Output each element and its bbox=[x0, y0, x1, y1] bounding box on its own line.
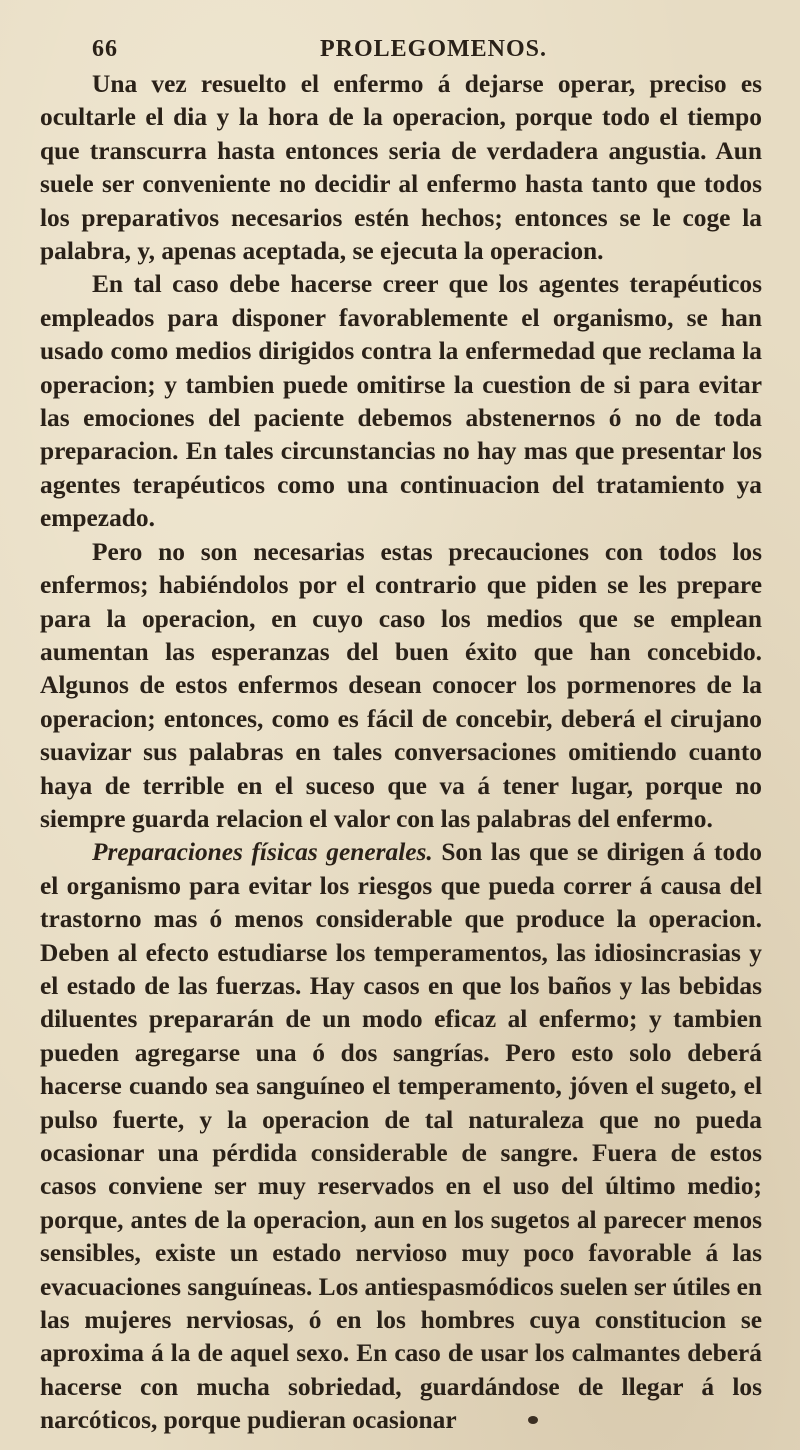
paragraph-1 bbox=[40, 68, 762, 268]
paragraph-1-text: Una vez resuelto el enfermo á dejarse operar, preciso es ocultarle el dia y la hora de la operacion, porque todo el tiempo que transcurra hasta entonces seria de verdadera angustia. Aun suele ser conveniente no decidir al enfermo hasta tanto que todos los preparativos necesarios estén hechos; entonces se le coge la palabra, y, apenas aceptada, se ejecuta la operacion. bbox=[40, 70, 762, 266]
section-run-in-heading: Preparaciones físicas generales. bbox=[92, 838, 433, 867]
running-head: PROLEGOMENOS. bbox=[320, 36, 548, 62]
page-header bbox=[40, 28, 762, 64]
paragraph-4 bbox=[40, 836, 762, 1437]
paragraph-3 bbox=[40, 536, 762, 837]
paragraph-2-text: En tal caso debe hacerse creer que los agentes terapéuticos empleados para disponer favorablemente el organismo, se han usado como medios dirigidos contra la enfermedad que reclama la operacion; y tambien puede omitirse la cuestion de si para evitar las emociones del paciente debemos abstenernos ó no de toda preparacion. En tales circunstancias no hay mas que presentar los agentes terapéuticos como una continuacion del tratamiento ya empezado. bbox=[40, 270, 762, 533]
paragraph-3-text: Pero no son necesarias estas precauciones con todos los enfermos; habiéndolos por el contrario que piden se les prepare para la operacion, en cuyo caso los medios que se emplean aumentan las esperanzas del buen éxito que han concebido. Algunos de estos enfermos desean conocer los pormenores de la operacion; entonces, como es fácil de concebir, deberá el cirujano suavizar sus palabras en tales conversaciones omitiendo cuanto haya de terrible en el suceso que va á tener lugar, porque no siempre guarda relacion el valor con las palabras del enfermo. bbox=[40, 537, 762, 833]
paragraph-4-text: Son las que se dirigen á todo el organismo para evitar los riesgos que pueda correr á causa del trastorno mas ó menos considerable que produce la operacion. Deben al efecto estudiarse los temperamentos, las idiosincrasias y el estado de las fuerzas. Hay casos en que los baños y las bebidas diluentes prepararán de un modo eficaz al enfermo; y tambien pueden agregarse una ó dos sangrías. Pero esto solo deberá hacerse cuando sea sanguíneo el temperamento, jóven el sugeto, el pulso fuerte, y la operacion de tal naturaleza que no pueda ocasionar una pérdida considerable de sangre. Fuera de estos casos conviene ser muy reservados en el uso del último medio; porque, antes de la operacion, aun en los sugetos al parecer menos sensibles, existe un estado nervioso muy poco favorable á las evacuaciones sanguíneas. Los antiespasmódicos suelen ser útiles en las mujeres nerviosas, ó en los hombres cuya constitucion se aproxima á la de aquel sexo. En caso de usar los calmantes deberá hacerse con mucha sobriedad, guardándose de llegar á los narcóticos, porque pudieran ocasionar bbox=[40, 838, 762, 1435]
body-text bbox=[40, 68, 762, 1438]
paragraph-2 bbox=[40, 268, 762, 535]
ink-spot bbox=[528, 1416, 538, 1424]
book-page bbox=[40, 28, 762, 1438]
page-number: 66 bbox=[92, 36, 118, 62]
